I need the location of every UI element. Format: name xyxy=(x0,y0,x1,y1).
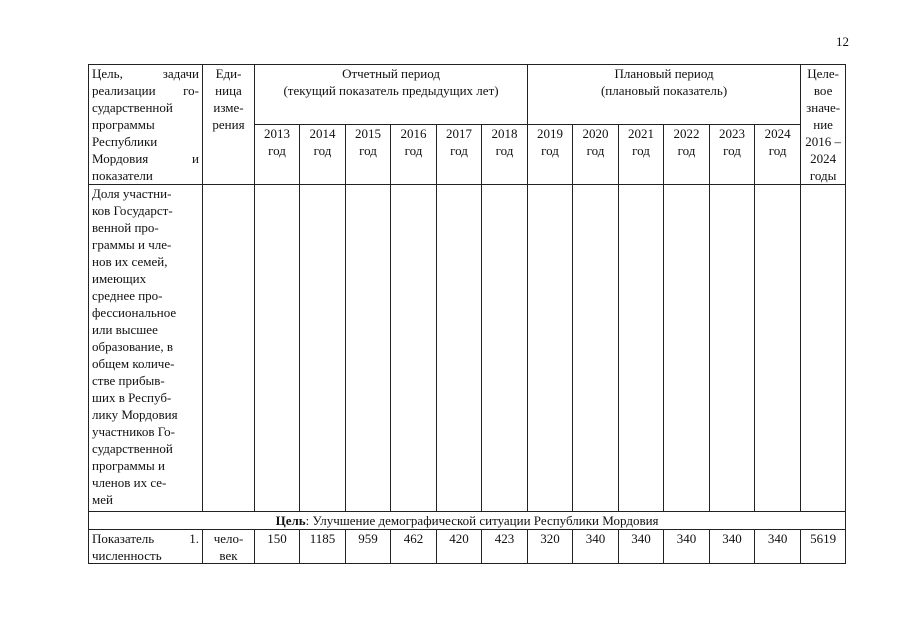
year-label: 2016 xyxy=(400,126,427,141)
header-unit-cell xyxy=(203,65,255,185)
value-2018: 423 xyxy=(482,530,528,564)
indicator-line: общем количе- xyxy=(92,356,175,371)
header-goal-cell xyxy=(89,65,203,185)
goal-label: Цель xyxy=(275,513,306,528)
indicator-line: ших в Респуб- xyxy=(92,390,172,405)
page-number: 12 xyxy=(836,34,849,49)
empty-cell xyxy=(755,185,801,512)
indicator-line: имеющих xyxy=(92,271,147,286)
year-header-2020 xyxy=(573,125,619,185)
year-unit: год xyxy=(541,143,559,158)
empty-cell xyxy=(255,185,300,512)
year-header-2023 xyxy=(710,125,755,185)
empty-cell xyxy=(300,185,346,512)
header-target-line: 2024 xyxy=(810,151,837,166)
indicator-line: венной про- xyxy=(92,220,159,235)
indicator-line: членов их се- xyxy=(92,475,167,490)
year-label: 2024 xyxy=(764,126,791,141)
header-goal-line: Мордовия и xyxy=(92,151,199,166)
reporting-subtitle: (текущий показатель предыдущих лет) xyxy=(283,83,499,98)
value-2017: 420 xyxy=(437,530,482,564)
reporting-title: Отчетный период xyxy=(342,66,440,81)
year-unit: год xyxy=(359,143,377,158)
value-2016: 462 xyxy=(391,530,437,564)
year-unit: год xyxy=(495,143,514,158)
goal-text: : Улучшение демографической ситуации Республики Мордовия xyxy=(305,513,659,528)
year-label: 2014 xyxy=(309,126,336,141)
header-target-line: ние xyxy=(813,117,833,132)
header-planned-period xyxy=(528,65,801,125)
header-target-line: годы xyxy=(809,168,837,183)
empty-cell xyxy=(203,185,255,512)
empty-cell xyxy=(619,185,664,512)
year-label: 2023 xyxy=(719,126,746,141)
year-header-2014 xyxy=(300,125,346,185)
indicator-line: образование, в xyxy=(92,339,174,354)
header-unit-line: изме- xyxy=(213,100,244,115)
indicator-line: лику Мордовия xyxy=(92,407,178,422)
year-header-2022 xyxy=(664,125,710,185)
indicator-line: участников Го- xyxy=(92,424,175,439)
indicator-line: нов их семей, xyxy=(92,254,168,269)
indicator-1-line: численность xyxy=(92,548,162,563)
header-goal-line: реализации го- xyxy=(92,83,199,98)
indicator-share-row xyxy=(89,185,846,512)
indicator-line: фессиональное xyxy=(92,305,177,320)
year-label: 2021 xyxy=(628,126,655,141)
header-unit-line: Еди- xyxy=(215,66,242,81)
indicator-1-name xyxy=(89,530,203,564)
year-unit: год xyxy=(404,143,423,158)
year-label: 2015 xyxy=(355,126,381,141)
planned-title: Плановый период xyxy=(614,66,714,81)
value-2022: 340 xyxy=(664,530,710,564)
header-unit-line: рения xyxy=(212,117,245,132)
year-header-2021 xyxy=(619,125,664,185)
planned-subtitle: (плановый показатель) xyxy=(600,83,728,98)
year-unit: год xyxy=(768,143,787,158)
header-unit-line: ница xyxy=(215,83,242,98)
indicator-line: программы и xyxy=(92,458,165,473)
header-row-1 xyxy=(89,65,846,125)
indicator-line: или высшее xyxy=(92,322,158,337)
empty-cell xyxy=(391,185,437,512)
empty-cell xyxy=(573,185,619,512)
value-2023: 340 xyxy=(710,530,755,564)
year-header-2013 xyxy=(255,125,300,185)
empty-cell xyxy=(664,185,710,512)
indicator-line: граммы и чле- xyxy=(92,237,172,252)
indicator-line: сударственной xyxy=(92,441,173,456)
year-header-2016 xyxy=(391,125,437,185)
header-goal-line: Цель, задачи xyxy=(92,66,199,81)
value-2020: 340 xyxy=(573,530,619,564)
indicator-1-row xyxy=(89,530,846,564)
header-goal-line: показатели xyxy=(92,168,153,183)
value-2019: 320 xyxy=(528,530,573,564)
year-unit: год xyxy=(632,143,650,158)
year-label: 2022 xyxy=(673,126,700,141)
indicator-line: среднее про- xyxy=(92,288,163,303)
indicator-line: Доля участни- xyxy=(92,186,172,201)
value-2021: 340 xyxy=(619,530,664,564)
header-goal-line: сударственной xyxy=(92,100,173,115)
indicator-1-unit-line: век xyxy=(219,548,238,563)
year-label: 2017 xyxy=(446,126,472,141)
indicator-share-text xyxy=(89,185,203,512)
year-label: 2019 xyxy=(537,126,564,141)
value-2014: 1185 xyxy=(300,530,346,564)
header-target-cell xyxy=(801,65,846,185)
header-target-line: Целе- xyxy=(807,66,839,81)
value-2015: 959 xyxy=(346,530,391,564)
year-unit: год xyxy=(677,143,696,158)
year-unit: год xyxy=(586,143,605,158)
target-value: 5619 xyxy=(801,530,846,564)
year-unit: год xyxy=(313,143,332,158)
empty-cell xyxy=(801,185,846,512)
indicator-1-line: Показатель 1. xyxy=(92,531,199,546)
program-indicators-table xyxy=(88,64,846,564)
year-header-2015 xyxy=(346,125,391,185)
indicator-1-unit-line: чело- xyxy=(213,531,244,546)
header-target-line: значе- xyxy=(806,100,841,115)
goal-row xyxy=(89,512,846,530)
indicator-line: стве прибыв- xyxy=(92,373,165,388)
year-label: 2018 xyxy=(491,126,518,141)
empty-cell xyxy=(437,185,482,512)
header-target-line: вое xyxy=(813,83,833,98)
year-header-2024 xyxy=(755,125,801,185)
indicator-1-unit xyxy=(203,530,255,564)
value-2024: 340 xyxy=(755,530,801,564)
empty-cell xyxy=(482,185,528,512)
year-unit: год xyxy=(450,143,468,158)
year-label: 2020 xyxy=(582,126,609,141)
header-goal-line: Республики xyxy=(92,134,158,149)
year-label: 2013 xyxy=(264,126,290,141)
year-unit: год xyxy=(268,143,286,158)
indicator-line: ков Государст- xyxy=(92,203,173,218)
value-2013: 150 xyxy=(255,530,300,564)
empty-cell xyxy=(346,185,391,512)
year-header-2018 xyxy=(482,125,528,185)
year-unit: год xyxy=(723,143,741,158)
goal-cell xyxy=(89,512,846,530)
empty-cell xyxy=(528,185,573,512)
header-goal-line: программы xyxy=(92,117,155,132)
year-header-2017 xyxy=(437,125,482,185)
indicator-line: мей xyxy=(92,492,113,507)
header-reporting-period xyxy=(255,65,528,125)
year-header-2019 xyxy=(528,125,573,185)
empty-cell xyxy=(710,185,755,512)
header-target-line: 2016 – xyxy=(805,134,841,149)
